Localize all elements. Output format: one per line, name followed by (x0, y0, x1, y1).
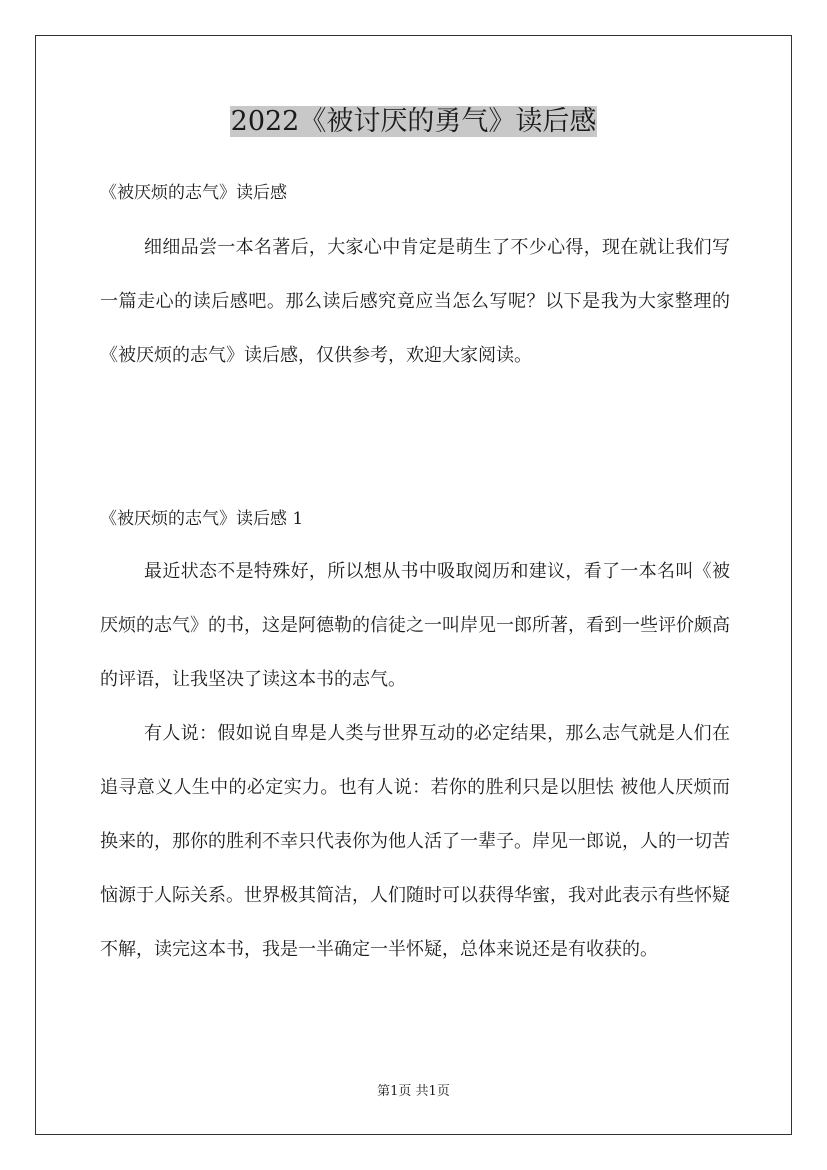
intro-paragraph: 细细品尝一本名著后，大家心中肯定是萌生了不少心得，现在就让我们写一篇走心的读后感吧。那么读后感究竟应当怎么写呢？以下是我为大家整理的《被厌烦的志气》读后感，仅供参考，欢迎大家阅读。 (100, 237, 730, 366)
document-title (0, 102, 827, 142)
section-heading-1: 《被厌烦的志气》读后感 1 (100, 509, 304, 529)
document-title-text: 2022《被讨厌的勇气》读后感 (230, 106, 597, 137)
body-paragraph-1: 最近状态不是特殊好，所以想从书中吸取阅历和建议，看了一本名叫《被厌烦的志气》的书，这是阿德勒的信徒之一叫岸见一郎所著，看到一些评价颇高的评语，让我坚决了读这本书的志气。 (100, 561, 730, 690)
section-heading-intro: 《被厌烦的志气》读后感 (100, 183, 287, 203)
page-footer: 第1页 共1页 (377, 1084, 450, 1099)
body-paragraph-2: 有人说：假如说自卑是人类与世界互动的必定结果，那么志气就是人们在追寻意义人生中的必定实力。也有人说：若你的胜利只是以胆怯 被他人厌烦而换来的，那你的胜利不幸只代表你为他人活了一辈子。岸见一郎说，人的一切苦恼源于人际关系。世界极其简洁，人们随时可以获得华蜜，我对此表示有些怀疑不解，读完这本书，我是一半确定一半怀疑，总体来说还是有收获的。 (100, 723, 730, 960)
